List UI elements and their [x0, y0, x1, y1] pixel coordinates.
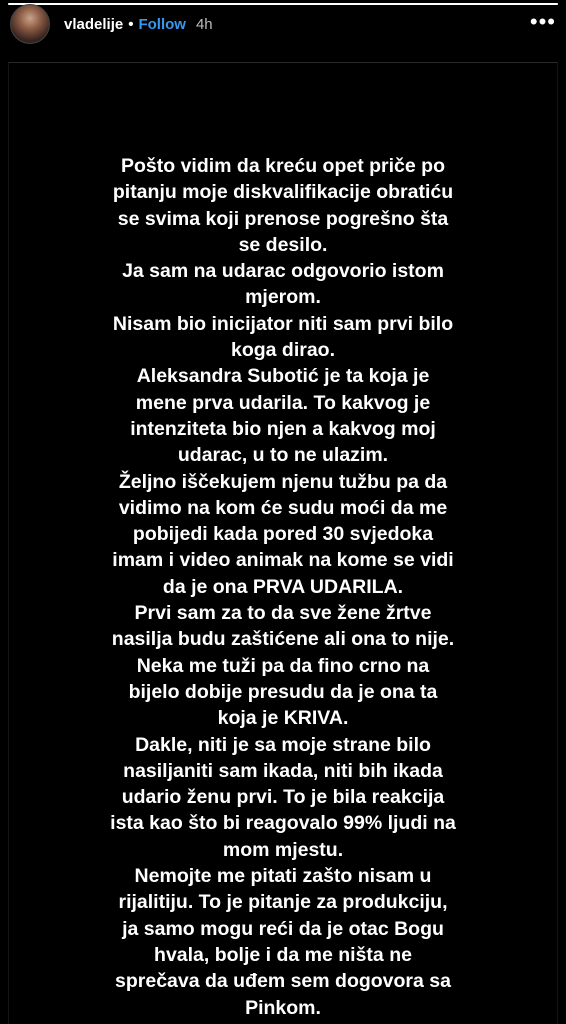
story-header: [0, 0, 566, 48]
separator-dot: •: [128, 15, 134, 33]
story-text: Pošto vidim da kreću opet priče po pitanju moje diskvalifikacije obratiću se svima koji prenose pogrešno šta se desilo. Ja sam na udarac odgovorio istom mjerom. Nisam bio inicijator niti sam prvi bilo koga dirao. Aleksandra Subotić je ta koja je mene prva udarila. To kakvog je intenziteta bio njen a kakvog moj udarac, u to ne ulazim. Željno iščekujem njenu tužbu pa da vidimo na kom će sudu moći da me pobijedi kada pored 30 svjedoka imam i video animak na kome se vidi da je ona PRVA UDARILA. Prvi sam za to da sve žene žrtve nasilja budu zaštićene ali ona to nije. Neka me tuži pa da fino crno na bijelo dobije presudu da je ona ta koja je KRIVA. Dakle, niti je sa moje strane bilo nasiljaniti sam ikada, niti bih ikada udario ženu prvi. To je bila reakcija ista kao što bi reagovalo 99% ljudi na mom mjestu. Nemojte me pitati zašto nisam u rijalitiju. To je pitanje za produkciju, ja samo mogu reći da je otac Bogu hvala, bolje i da me ništa ne sprečava da uđem sem dogovora sa Pinkom.: [110, 155, 456, 1019]
more-horizontal-icon[interactable]: •••: [529, 9, 556, 34]
follow-button[interactable]: Follow: [138, 15, 186, 33]
post-time: 4h: [195, 15, 213, 33]
username[interactable]: vladelije: [64, 15, 124, 33]
avatar[interactable]: [10, 4, 50, 44]
story-content[interactable]: [8, 62, 558, 1024]
